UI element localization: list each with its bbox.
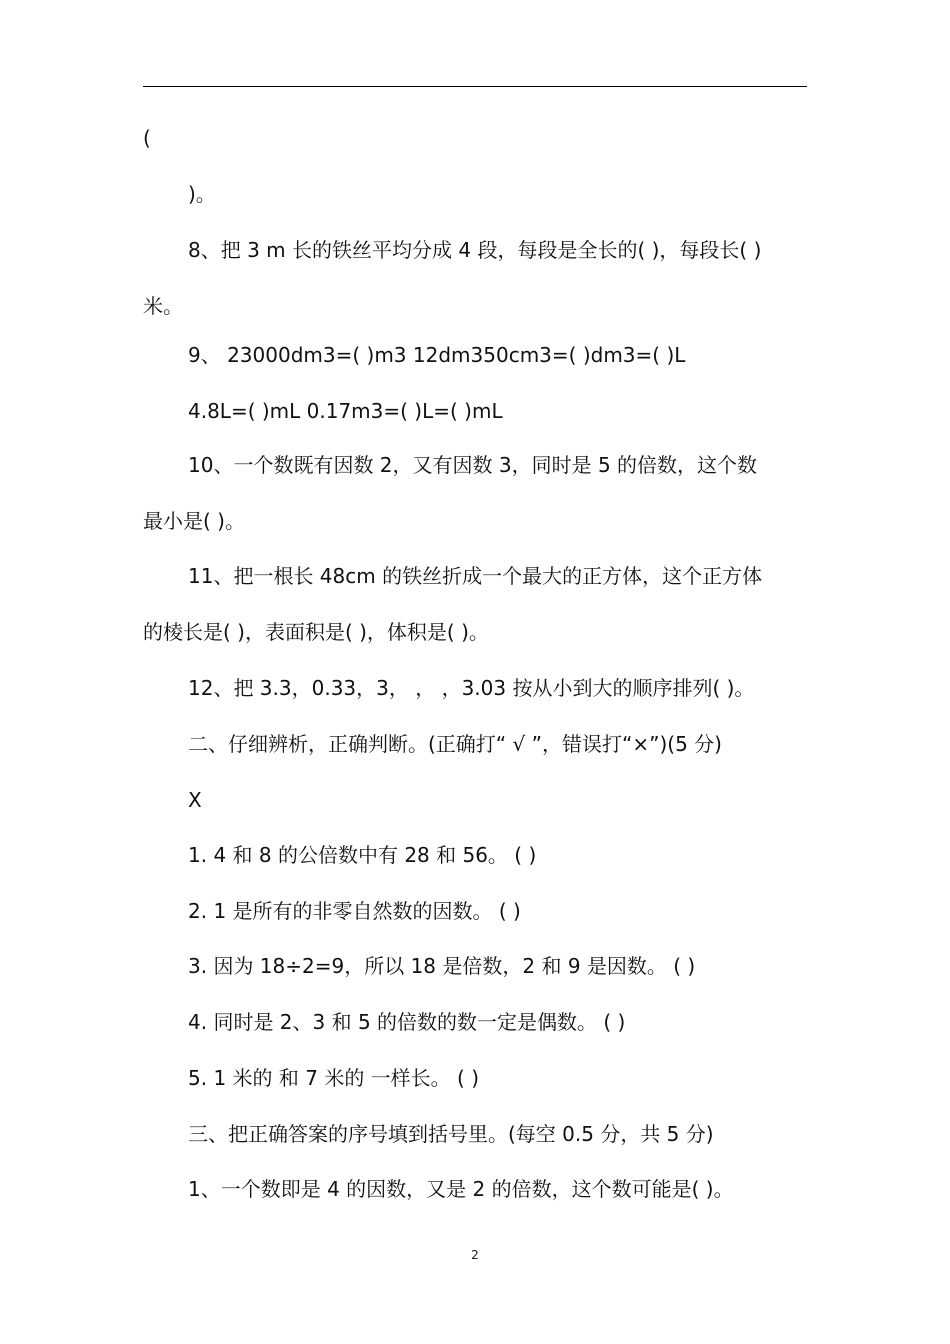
judgement-2: 2. 1 是所有的非零自然数的因数。 ( ) bbox=[188, 899, 521, 923]
question-11-line-1: 11、把一根长 48cm 的铁丝折成一个最大的正方体，这个正方体 bbox=[188, 564, 763, 588]
question-9-line-2: 4.8L=( )mL 0.17m3=( )L=( )mL bbox=[188, 399, 503, 423]
question-12: 12、把 3.3，0.33，3， ， ，3.03 按从小到大的顺序排列( )。 bbox=[188, 676, 755, 700]
question-9-line-1: 9、 23000dm3=( )m3 12dm350cm3=( )dm3=( )L bbox=[188, 343, 686, 367]
choice-question-1: 1、一个数即是 4 的因数，又是 2 的倍数，这个数可能是( )。 bbox=[188, 1177, 734, 1201]
question-8-line-2: 米。 bbox=[143, 294, 183, 318]
question-10-line-1: 10、一个数既有因数 2，又有因数 3，同时是 5 的倍数，这个数 bbox=[188, 453, 758, 477]
question-8-line-1: 8、把 3 m 长的铁丝平均分成 4 段，每段是全长的( )，每段长( ) bbox=[188, 238, 762, 262]
question-10-line-2: 最小是( )。 bbox=[143, 509, 245, 533]
judgement-4: 4. 同时是 2、3 和 5 的倍数的数一定是偶数。 ( ) bbox=[188, 1010, 626, 1034]
page-number: 2 bbox=[471, 1248, 479, 1262]
text-line-x: X bbox=[188, 788, 202, 812]
text-line-open-paren: ( bbox=[143, 126, 151, 150]
judgement-3: 3. 因为 18÷2=9，所以 18 是倍数，2 和 9 是因数。 ( ) bbox=[188, 954, 696, 978]
judgement-1: 1. 4 和 8 的公倍数中有 28 和 56。 ( ) bbox=[188, 843, 537, 867]
section-2-heading: 二、仔细辨析，正确判断。(正确打“ √ ”，错误打“×”)(5 分) bbox=[188, 732, 722, 756]
text-line-close-paren: )。 bbox=[188, 182, 216, 206]
judgement-5: 5. 1 米的 和 7 米的 一样长。 ( ) bbox=[188, 1066, 479, 1090]
question-11-line-2: 的棱长是( )，表面积是( )，体积是( )。 bbox=[143, 620, 489, 644]
section-3-heading: 三、把正确答案的序号填到括号里。(每空 0.5 分，共 5 分) bbox=[188, 1122, 714, 1146]
header-rule bbox=[143, 86, 807, 87]
